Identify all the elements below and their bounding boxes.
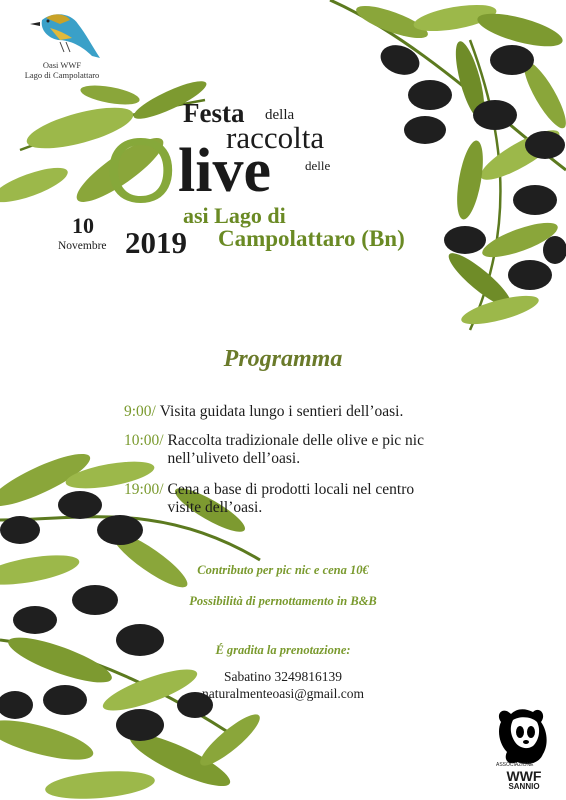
title-big-letter: O [105, 120, 177, 222]
schedule-desc-line: nell’uliveto dell’oasi. [167, 450, 301, 467]
contact-phone: Sabatino 3249816139 [223, 669, 343, 684]
schedule-desc [160, 403, 404, 421]
schedule-time: 19:00/ [124, 481, 164, 498]
logo-line-2: Lago di Campolattaro [24, 70, 100, 80]
event-place: Campolattaro (Bn) [218, 226, 405, 251]
logo-line-1: Oasi WWF [42, 60, 82, 70]
schedule-time: 9:00/ [124, 403, 156, 420]
bird-logo-icon [30, 14, 100, 58]
schedule-time: 10:00/ [124, 432, 164, 449]
note-contributo: Contributo per pic nic e cena 10€ [197, 563, 369, 577]
note-pernottamento: Possibilità di pernottamento in B&B [189, 594, 377, 608]
programma-heading: Programma [223, 346, 343, 372]
contact-email[interactable]: naturalmenteoasi@gmail.com [201, 686, 364, 701]
schedule-item [124, 403, 403, 421]
schedule-item [124, 432, 424, 468]
wwf-assoc-label: ASSOCIAZIONE [496, 762, 534, 768]
wwf-name-label [493, 770, 555, 791]
event-year: 2019 [125, 225, 187, 260]
schedule-desc-line: Visita guidata lungo i sentieri dell’oasi. [159, 403, 404, 420]
oasi-logo-text [12, 60, 112, 80]
title-festa: Festa [183, 98, 245, 128]
title-della: della [265, 107, 295, 123]
title-raccolta: raccolta [226, 120, 325, 155]
schedule-desc [168, 432, 425, 468]
title-live: live [178, 137, 271, 205]
event-month: Novembre [58, 240, 107, 252]
schedule-desc [168, 481, 415, 517]
wwf-region: SANNIO [508, 782, 540, 791]
title-oasi-lago: asi Lago di [183, 203, 286, 228]
schedule-item [124, 481, 414, 517]
wwf-name: WWF [506, 768, 542, 784]
schedule-desc-line: Raccolta tradizionale delle olive e pic nic [167, 432, 424, 449]
schedule-desc-line: visite dell’oasi. [167, 499, 263, 516]
schedule-desc-line: Cena a base di prodotti locali nel centro [167, 481, 415, 498]
event-day: 10 [72, 213, 94, 238]
title-delle: delle [305, 158, 331, 173]
note-prenotazione: É gradita la prenotazione: [215, 643, 351, 657]
top-right-olive-branch [330, 0, 566, 330]
